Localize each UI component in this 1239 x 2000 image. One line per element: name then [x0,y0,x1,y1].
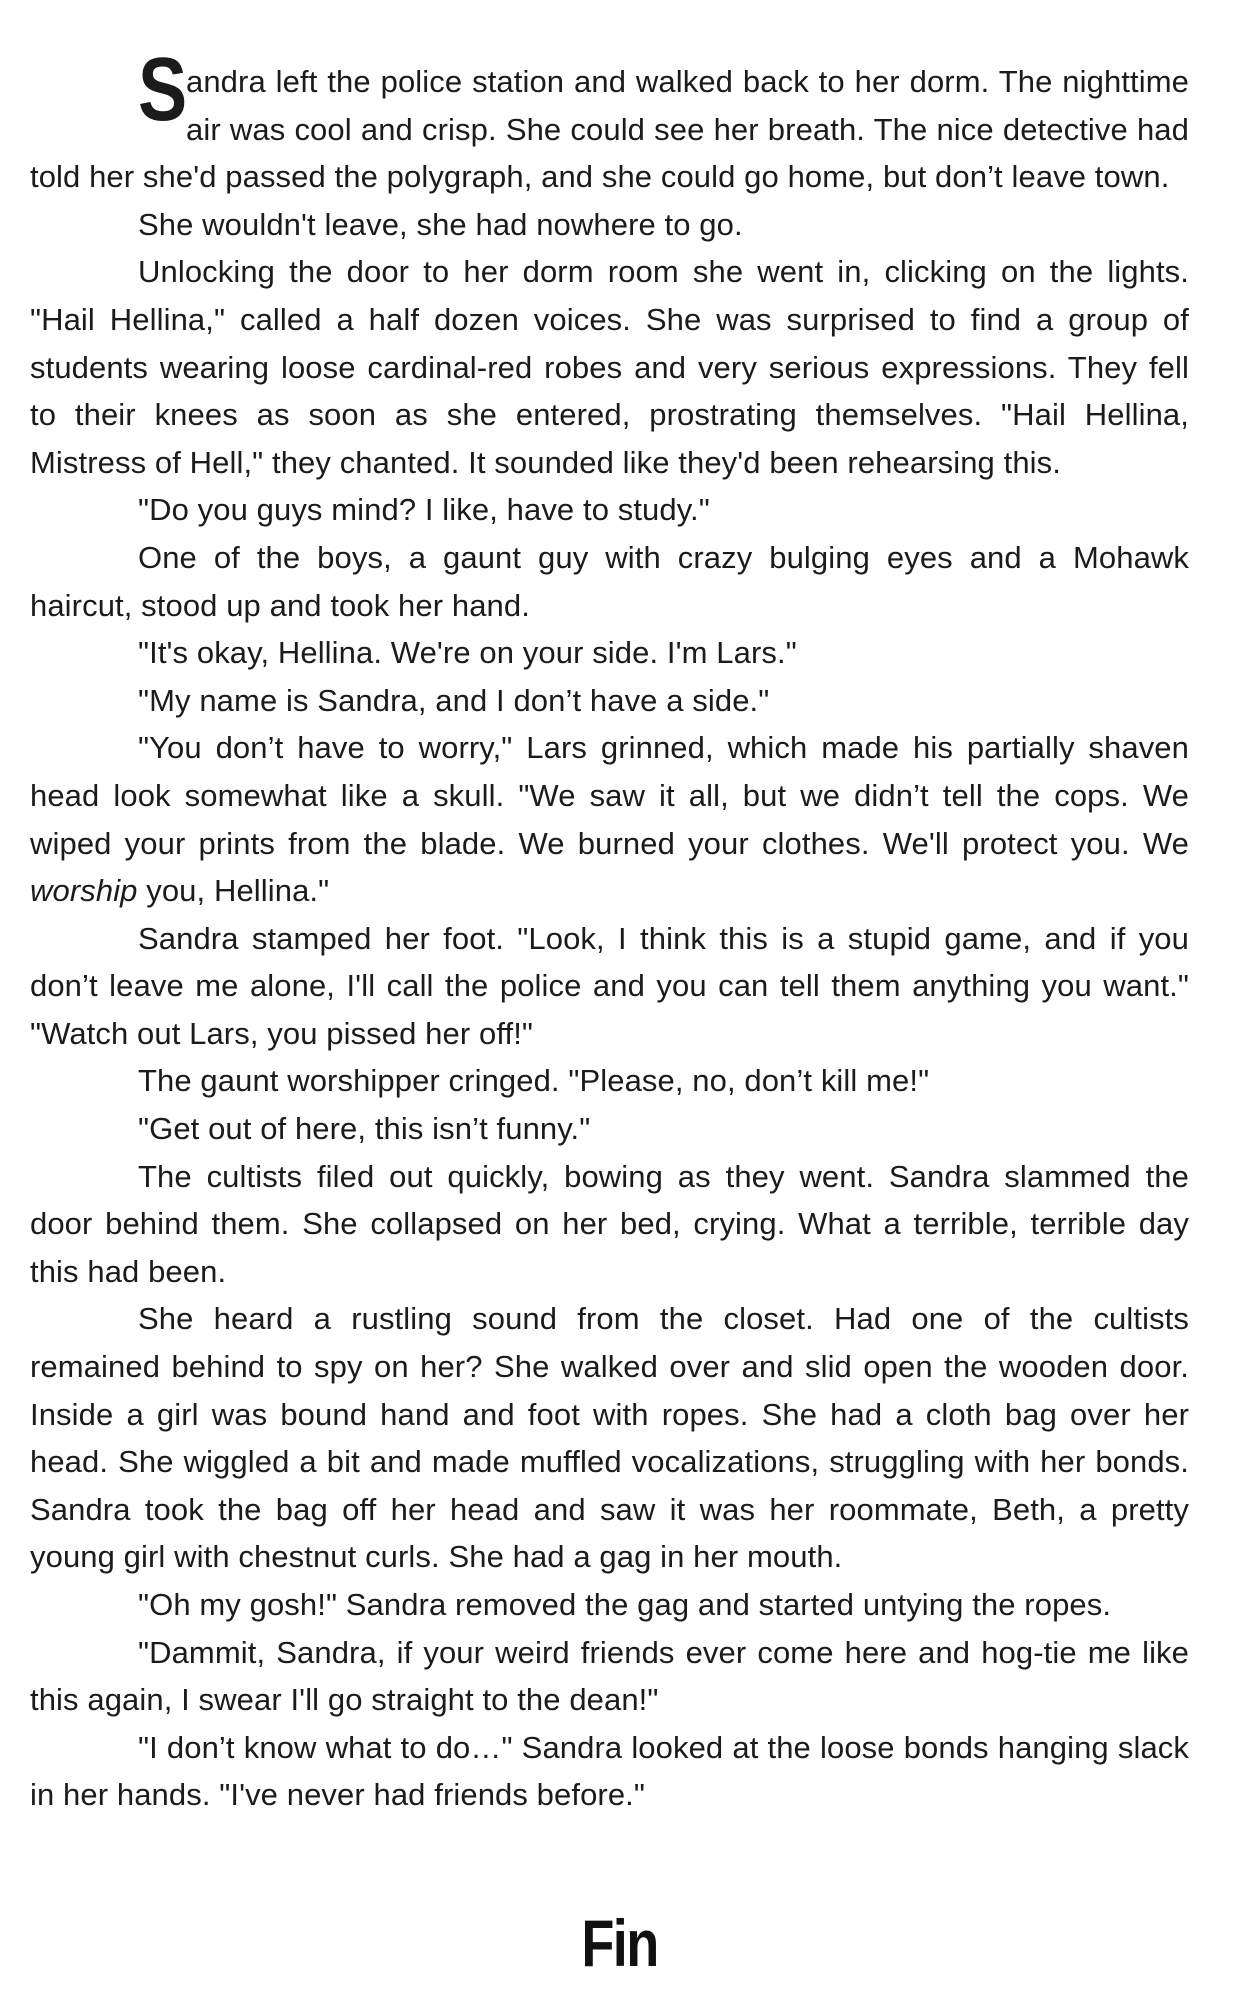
drop-cap: S [138,40,186,140]
paragraph: "It's okay, Hellina. We're on your side. I'm Lars." [138,635,797,671]
paragraph: One of the boys, a gaunt guy with crazy bulging eyes and a Mohawk haircut, stood up and took her hand. [30,539,1189,623]
paragraph: The gaunt worshipper cringed. "Please, no, don’t kill me!" [138,1063,930,1099]
opening-paragraph [30,40,1189,201]
paragraph: "I don’t know what to do…" Sandra looked at the loose bonds hanging slack in her hands. "I've never had friends before." [30,1729,1189,1813]
paragraph: "Get out of here, this isn’t funny." [138,1111,591,1147]
paragraph-lars-text-start: "You don’t have to worry," Lars grinned, which made his partially shaven head look somewhat like a skull. "We saw it all, but we didn’t tell the cops. We wiped your prints from the blade. We burned your clothes. We'll protect you. We [30,730,1189,861]
story-body [30,40,1189,1819]
paragraph: "Oh my gosh!" Sandra removed the gag and started untying the ropes. [138,1587,1112,1622]
paragraph: She heard a rustling sound from the closet. Had one of the cultists remained behind to spy on her? She walked over and slid open the wooden door. Inside a girl was bound hand and foot with ropes. She had a cloth bag over her head. She wiggled a bit and made muffled vocalizations, struggling with her bonds. Sandra took the bag off her head and saw it was her roommate, Beth, a pretty young girl with chestnut curls. She had a gag in her mouth. [30,1301,1189,1575]
paragraph: Sandra stamped her foot. "Look, I think this is a stupid game, and if you don’t leave me alone, I'll call the police and you can tell them anything you want." "Watch out Lars, you pissed her off!" [30,920,1189,1051]
paragraph: "My name is Sandra, and I don’t have a side." [138,682,770,718]
story-ending: Fin [581,1906,658,1980]
paragraph: The cultists filed out quickly, bowing as they went. Sandra slammed the door behind them. She collapsed on her bed, crying. What a terrible, terrible day this had been. [30,1158,1189,1289]
paragraph-lars-text-end: you, Hellina." [137,873,330,909]
paragraph: "Dammit, Sandra, if your weird friends ever come here and hog-tie me like this again, I swear I'll go straight to the dean!" [30,1634,1189,1718]
paragraph: Unlocking the door to her dorm room she went in, clicking on the lights. "Hail Hellina," called a half dozen voices. She was surprised to find a group of students wearing loose cardinal-red robes and very serious expressions. They fell to their knees as soon as she entered, prostrating themselves. "Hail Hellina, Mistress of Hell," they chanted. It sounded like they'd been rehearsing this. [30,254,1189,480]
paragraph: She wouldn't leave, she had nowhere to go. [138,206,743,242]
paragraph-lars-italic: worship [30,873,138,909]
opening-paragraph-text: andra left the police station and walked back to her dorm. The nighttime air was cool and crisp. She could see her breath. The nice detective had told her she'd passed the polygraph, and she could go home, but don’t leave town. [30,64,1189,195]
paragraph-lars [30,724,1189,914]
paragraph: "Do you guys mind? I like, have to study." [138,492,710,528]
